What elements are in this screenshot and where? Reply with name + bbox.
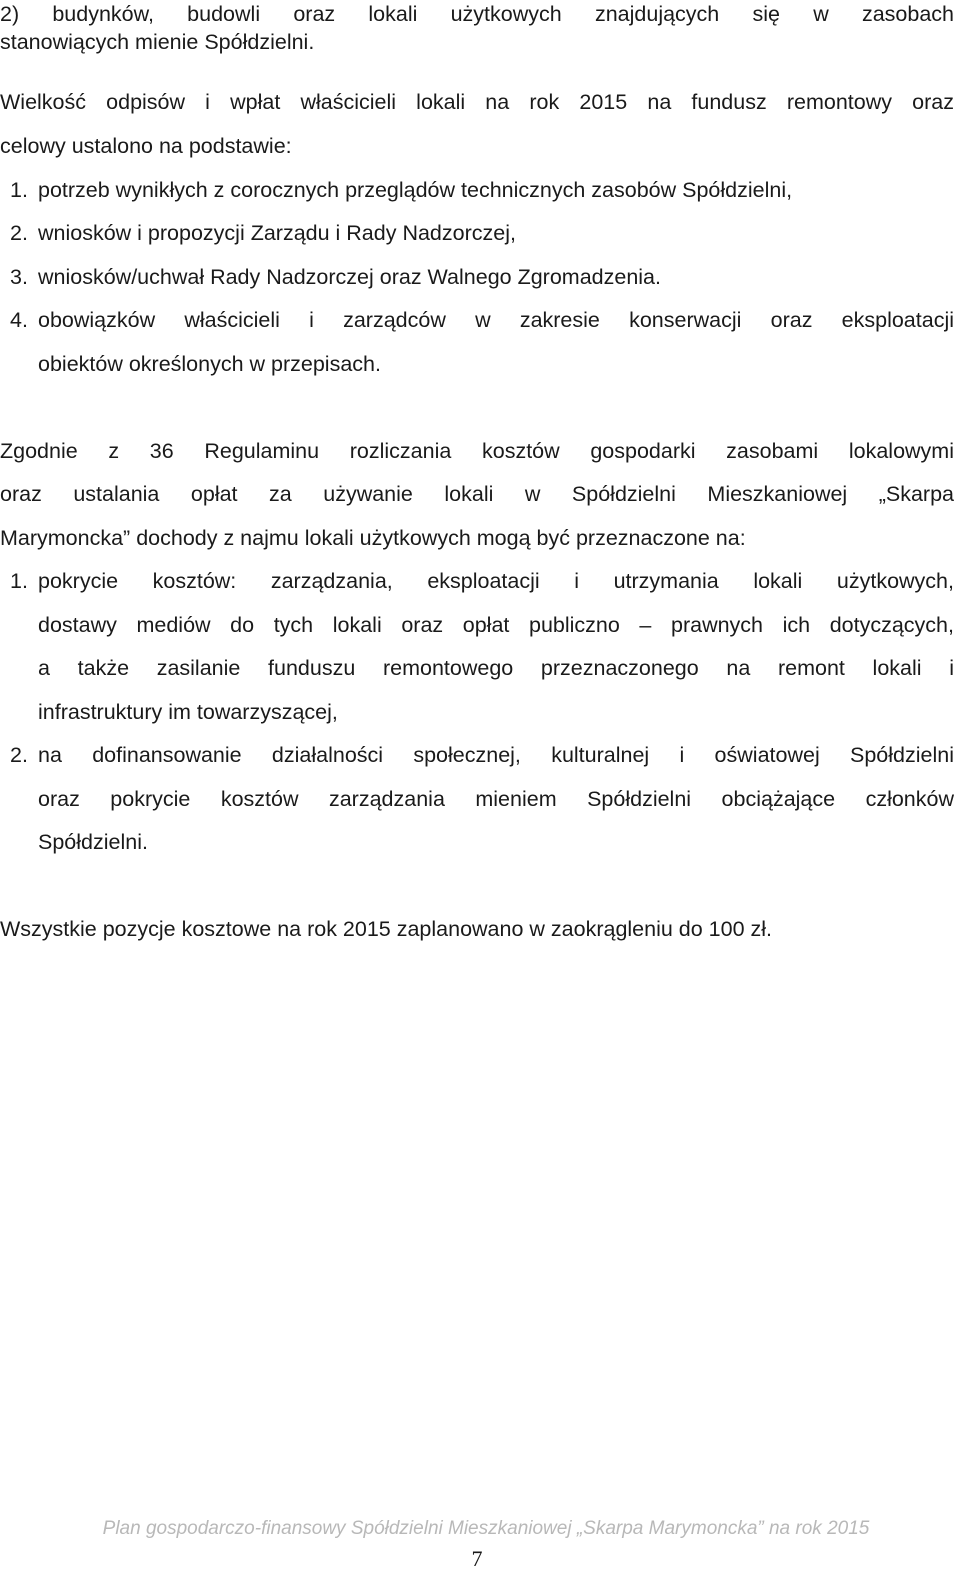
list-number: 1. xyxy=(10,569,28,593)
regulation-line-2: oraz ustalania opłat za używanie lokali w Spółdzielni Mieszkaniowej „Skarpa xyxy=(0,482,954,506)
list-item-text: dostawy mediów do tych lokali oraz opłat publiczno – prawnych ich dotyczących, xyxy=(38,613,954,637)
list-item-text: infrastruktury im towarzyszącej, xyxy=(38,700,338,724)
list-number: 2. xyxy=(10,221,28,245)
list-item-text: pokrycie kosztów: zarządzania, eksploatacji i utrzymania lokali użytkowych, xyxy=(38,569,954,593)
list-item-text: wniosków i propozycji Zarządu i Rady Nadzorczej, xyxy=(38,221,516,245)
list-item-text: obiektów określonych w przepisach. xyxy=(38,352,381,376)
intro-line-3: Wielkość odpisów i wpłat właścicieli lokali na rok 2015 na fundusz remontowy oraz xyxy=(0,90,954,114)
intro-line-2: stanowiących mienie Spółdzielni. xyxy=(0,30,315,54)
closing-sentence: Wszystkie pozycje kosztowe na rok 2015 zaplanowano w zaokrągleniu do 100 zł. xyxy=(0,917,773,941)
list-item-text: wniosków/uchwał Rady Nadzorczej oraz Walnego Zgromadzenia. xyxy=(38,265,661,289)
intro-line-4: celowy ustalono na podstawie: xyxy=(0,134,292,158)
regulation-line-1: Zgodnie z 36 Regulaminu rozliczania kosztów gospodarki zasobami lokalowymi xyxy=(0,439,954,463)
list-number: 3. xyxy=(10,265,28,289)
list-item-text: na dofinansowanie działalności społecznej, kulturalnej i oświatowej Spółdzielni xyxy=(38,743,954,767)
list-number: 1. xyxy=(10,178,28,202)
list-item-text: potrzeb wynikłych z corocznych przeglądów technicznych zasobów Spółdzielni, xyxy=(38,178,793,202)
regulation-line-3: Marymoncka” dochody z najmu lokali użytkowych mogą być przeznaczone na: xyxy=(0,526,746,550)
list-item-text: Spółdzielni. xyxy=(38,830,148,854)
list-item-text: obowiązków właścicieli i zarządców w zakresie konserwacji oraz eksploatacji xyxy=(38,308,954,332)
list-item-text: a także zasilanie funduszu remontowego przeznaczonego na remont lokali i xyxy=(38,656,954,680)
intro-line-1: 2) budynków, budowli oraz lokali użytkowych znajdujących się w zasobach xyxy=(0,2,954,26)
page-number: 7 xyxy=(471,1546,483,1571)
page-footer: Plan gospodarczo-finansowy Spółdzielni Mieszkaniowej „Skarpa Marymoncka” na rok 2015 xyxy=(102,1518,870,1539)
list-item-text: oraz pokrycie kosztów zarządzania mieniem Spółdzielni obciążające członków xyxy=(38,787,954,811)
list-number: 4. xyxy=(10,308,28,332)
list-number: 2. xyxy=(10,743,28,767)
